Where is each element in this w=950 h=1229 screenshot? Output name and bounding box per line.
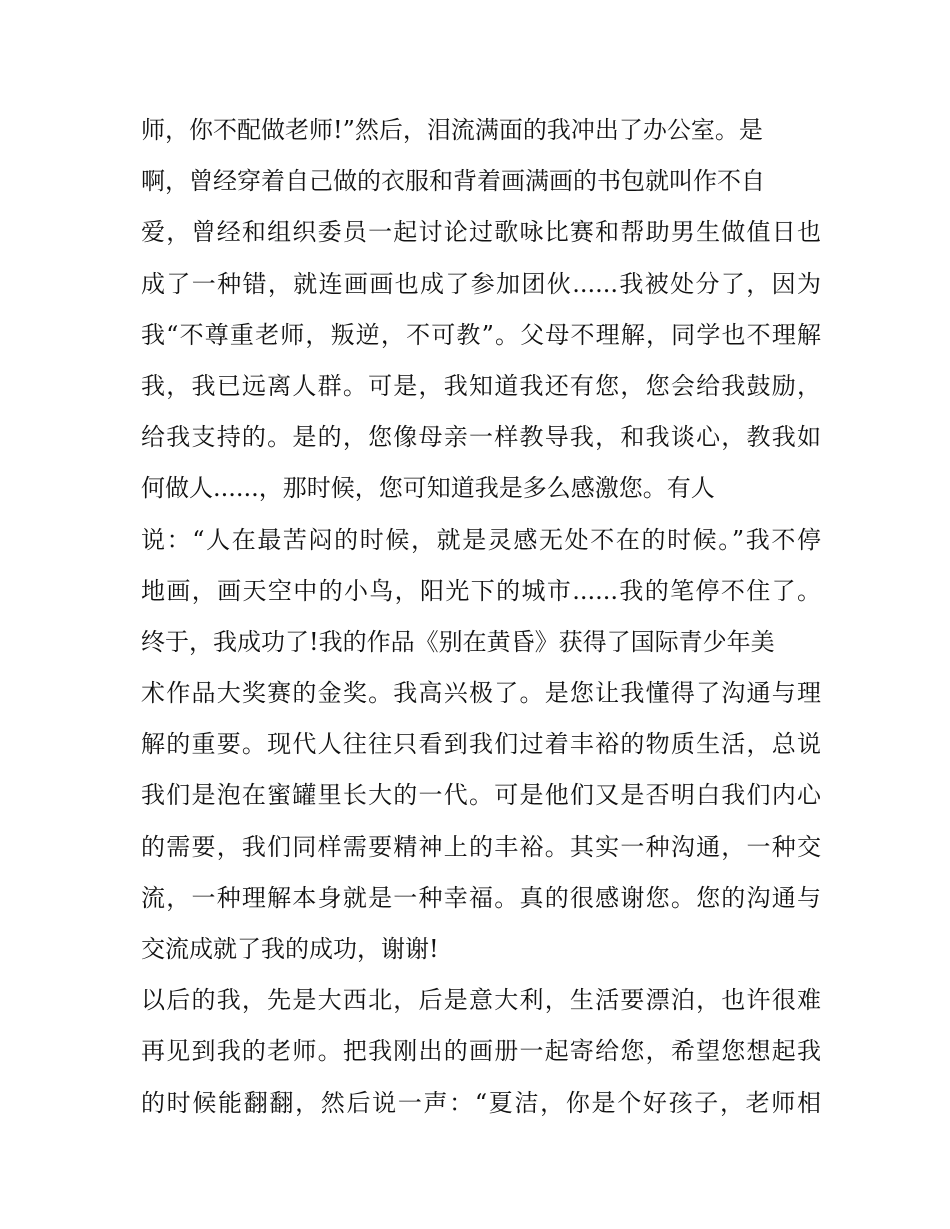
text-line: 我们是泡在蜜罐里长大的一代。可是他们又是否明白我们内心 <box>141 781 821 810</box>
text-line: 再见到我的老师。把我刚出的画册一起寄给您，希望您想起我 <box>141 1037 821 1066</box>
text-line: 说：“人在最苦闷的时候，就是灵感无处不在的时候。”我不停 <box>141 525 821 554</box>
text-line: 地画，画天空中的小鸟，阳光下的城市......我的笔停不住了。 <box>141 576 821 605</box>
text-line: 啊，曾经穿着自己做的衣服和背着画满画的书包就叫作不自 <box>141 167 765 196</box>
text-line: 给我支持的。是的，您像母亲一样教导我，和我谈心，教我如 <box>141 423 821 452</box>
text-line: 何做人......，那时候，您可知道我是多么感激您。有人 <box>141 474 715 503</box>
body-text <box>141 108 821 1132</box>
text-line: 解的重要。现代人往往只看到我们过着丰裕的物质生活，总说 <box>141 730 821 759</box>
text-line: 术作品大奖赛的金奖。我高兴极了。是您让我懂得了沟通与理 <box>141 679 821 708</box>
text-line: 爱，曾经和组织委员一起讨论过歌咏比赛和帮助男生做值日也 <box>141 218 821 247</box>
text-line: 终于，我成功了!我的作品《别在黄昏》获得了国际青少年美 <box>141 627 775 656</box>
text-line: 交流成就了我的成功，谢谢! <box>141 935 439 963</box>
text-line: 我“不尊重老师，叛逆，不可教”。父母不理解，同学也不理解 <box>141 320 821 349</box>
text-line: 成了一种错，就连画画也成了参加团伙......我被处分了，因为 <box>141 269 821 298</box>
text-line: 师，你不配做老师!”然后，泪流满面的我冲出了办公室。是 <box>141 116 763 144</box>
text-line: 以后的我，先是大西北，后是意大利，生活要漂泊，也许很难 <box>141 986 821 1015</box>
text-line: 的需要，我们同样需要精神上的丰裕。其实一种沟通，一种交 <box>141 832 821 861</box>
text-line: 流，一种理解本身就是一种幸福。真的很感谢您。您的沟通与 <box>141 883 821 912</box>
text-line: 的时候能翻翻，然后说一声：“夏洁，你是个好孩子，老师相 <box>141 1088 821 1117</box>
text-line: 我，我已远离人群。可是，我知道我还有您，您会给我鼓励， <box>141 371 821 400</box>
